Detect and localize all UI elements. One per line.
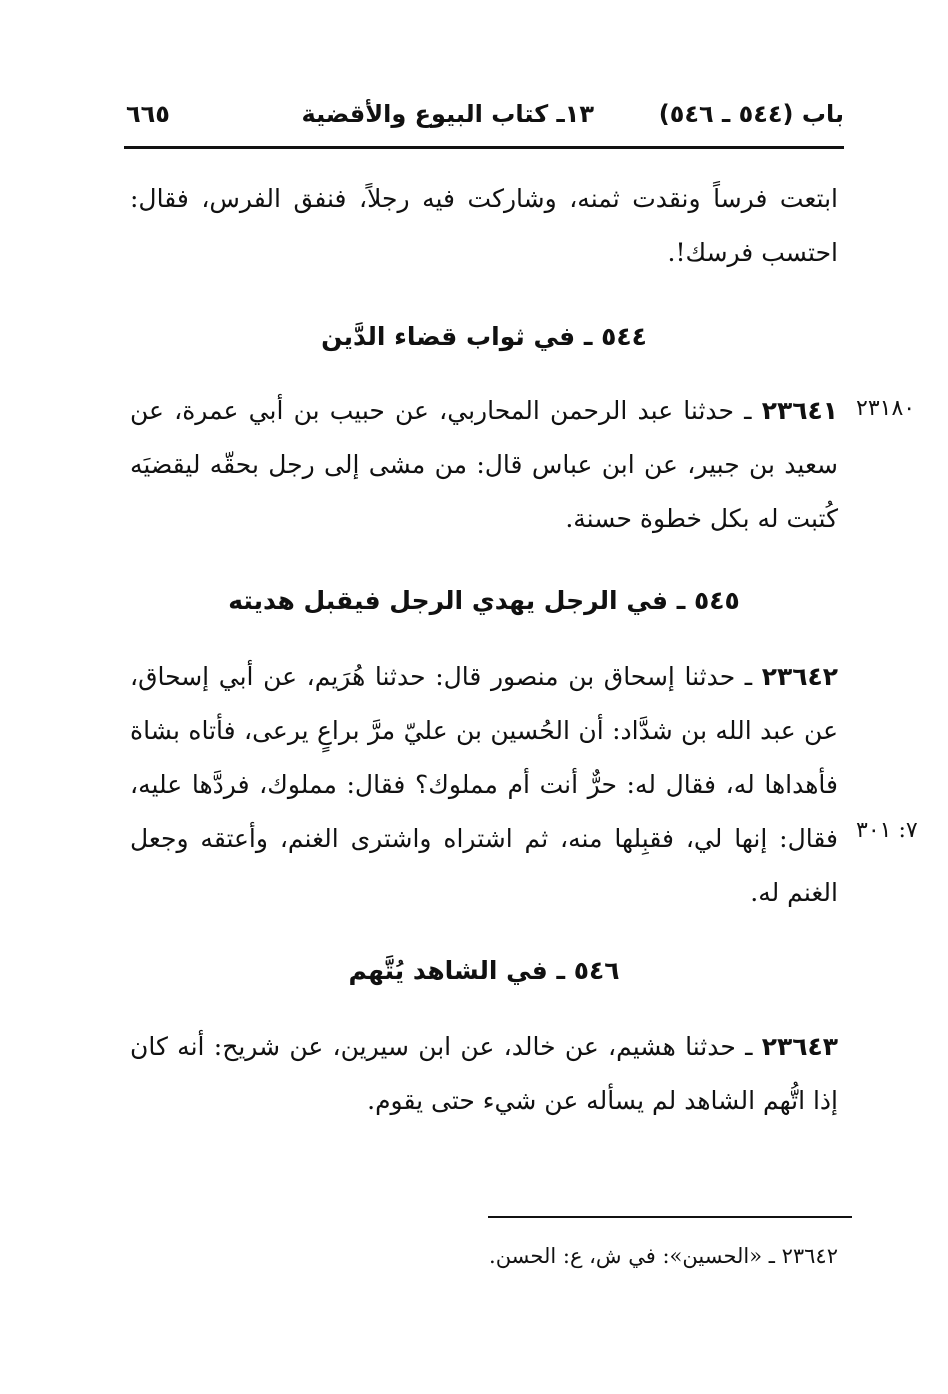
footnote: ٢٣٦٤٢ ـ «الحسين»: في ش، ع: الحسن. (489, 1244, 838, 1268)
hadith-number: ٢٣٦٤٢ (761, 662, 838, 691)
hadith-number: ٢٣٦٤١ (761, 396, 838, 425)
running-header (124, 92, 844, 142)
intro-paragraph (130, 172, 838, 280)
hadith-text: ـ حدثنا عبد الرحمن المحاربي، عن حبيب بن أبي عمرة، عن سعيد بن جبير، عن ابن عباس قال: من مشى إلى رجل بحقّه ليقضيَه كُتبت له بكل خطوة حسنة. (130, 396, 838, 533)
hadith-paragraph-23641 (130, 384, 838, 546)
hadith-text: ـ حدثنا هشيم، عن خالد، عن ابن سيرين، عن شريح: أنه كان إذا اتُّهم الشاهد لم يسأله عن شيء حتى يقوم. (130, 1032, 838, 1115)
page-number: ٦٦٥ (126, 100, 170, 128)
section-heading-546: ٥٤٦ ـ في الشاهد يُتَّهم (348, 956, 620, 985)
intro-text: ابتعت فرساً ونقدت ثمنه، وشاركت فيه رجلاً، فنفق الفرس، فقال: احتسب فرسك!. (130, 184, 838, 267)
chapter-reference: باب (٥٤٤ ـ ٥٤٦) (658, 100, 844, 128)
hadith-paragraph-23643 (130, 1020, 838, 1128)
section-heading-545: ٥٤٥ ـ في الرجل يهدي الرجل فيقبل هديته (228, 586, 740, 615)
margin-reference-2: ٧: ٣٠١ (856, 818, 918, 843)
section-heading-544: ٥٤٤ ـ في ثواب قضاء الدَّين (321, 322, 647, 351)
hadith-paragraph-23642 (130, 650, 838, 920)
book-title: ١٣ـ كتاب البيوع والأقضية (301, 100, 594, 128)
footnote-rule (488, 1216, 852, 1218)
hadith-text: ـ حدثنا إسحاق بن منصور قال: حدثنا هُرَيم، عن أبي إسحاق، عن عبد الله بن شدَّاد: أن الحُسين بن عليّ مرَّ براعٍ يرعى، فأتاه بشاة فأهداها له، فقال له: حرٌّ أنت أم مملوك؟ فقال: مملوك، فردَّها عليه، فقال: إنها لي، فقبِلها منه، ثم اشتراه واشترى الغنم، وأعتقه وجعل الغنم له. (130, 662, 838, 907)
hadith-number: ٢٣٦٤٣ (761, 1032, 838, 1061)
header-rule (124, 146, 844, 149)
margin-reference-1: ٢٣١٨٠ (856, 396, 916, 421)
